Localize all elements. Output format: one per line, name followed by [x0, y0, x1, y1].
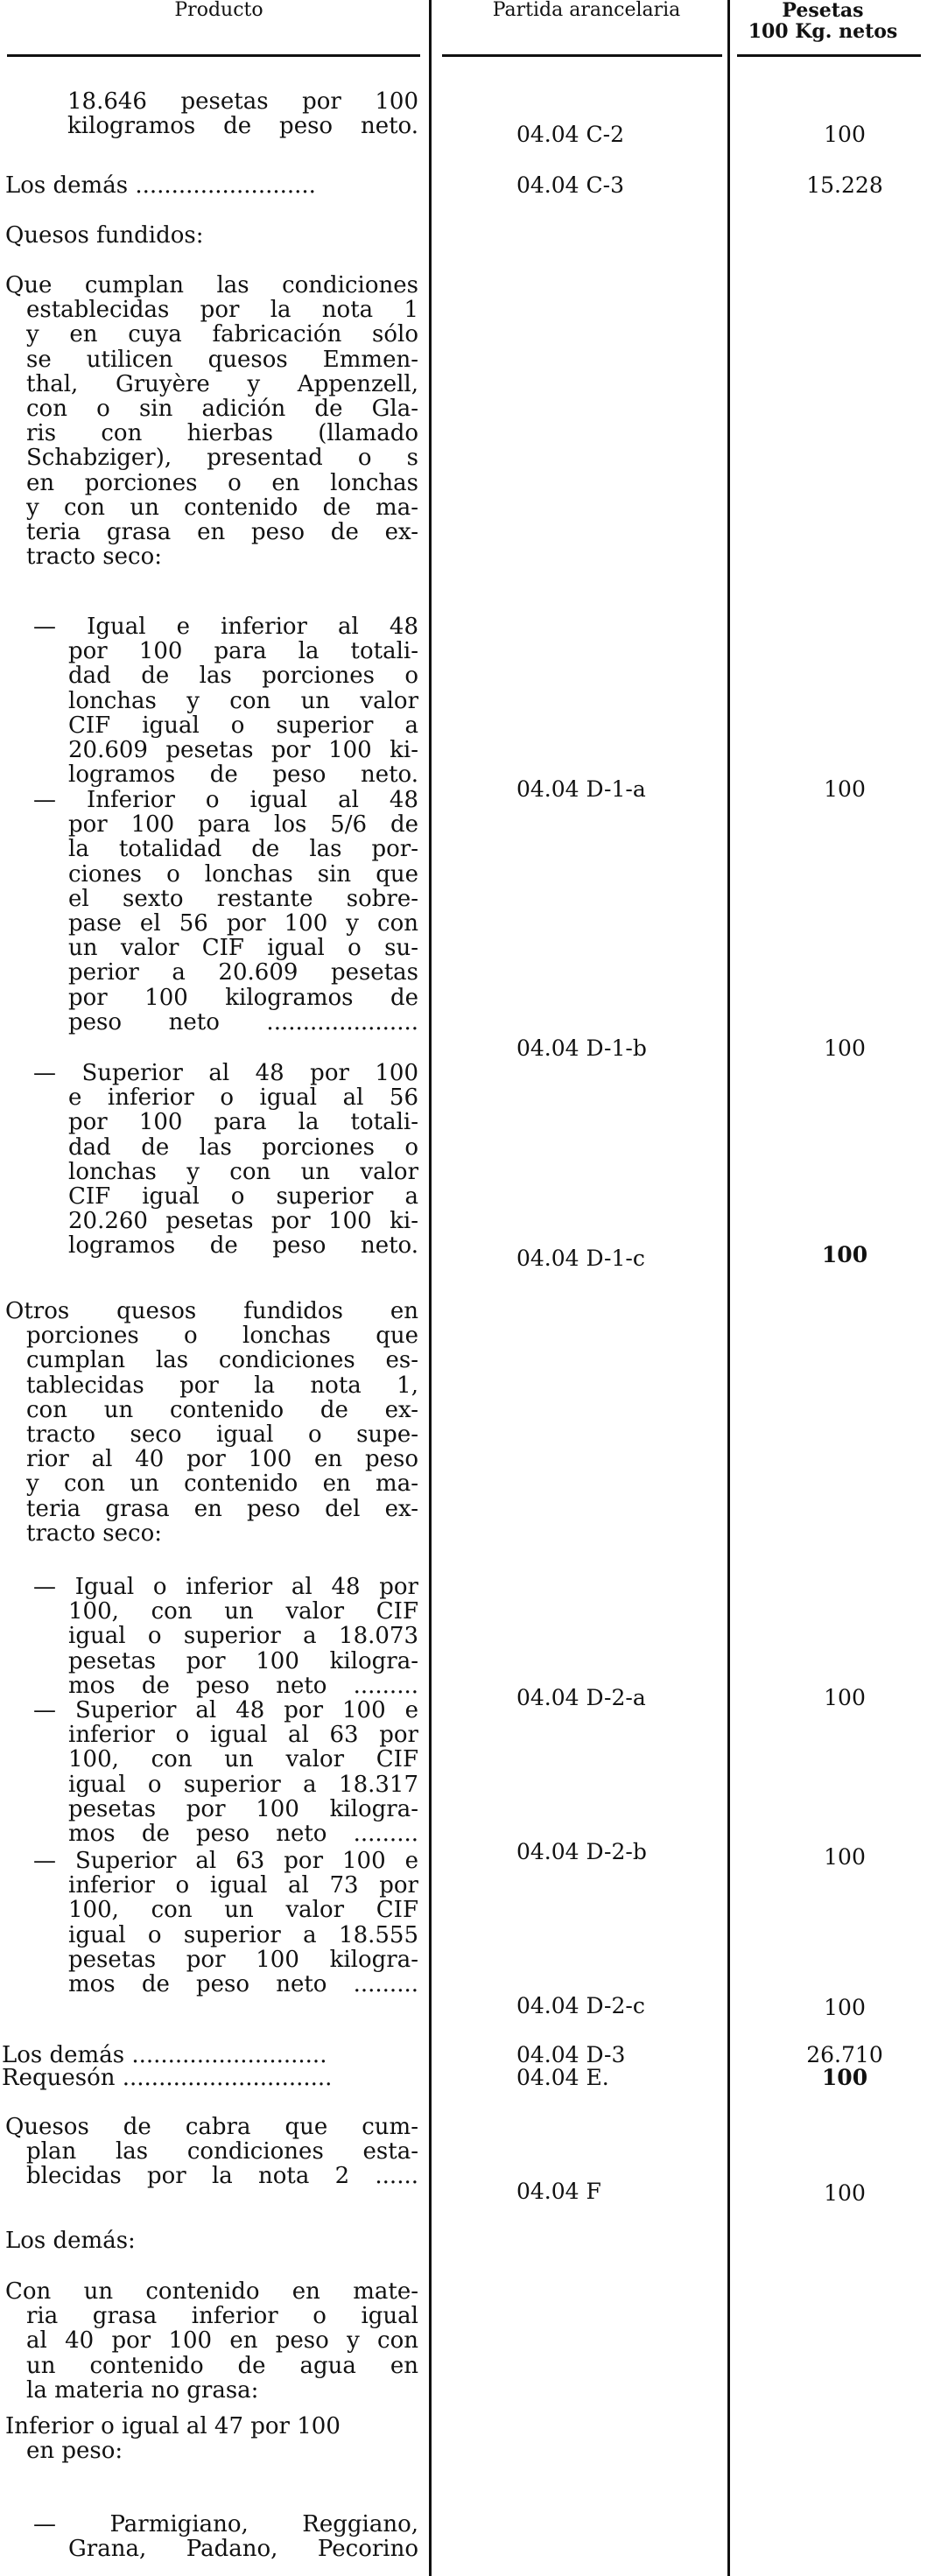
- row-r5-value: 100: [824, 776, 866, 802]
- row-r10-text: — Superior al 48 por 100 e inferior o igual al 63 por 100, con un valor CIF igual o superior a 18.317 pesetas por 100 kilogra- mos de peso neto .........: [33, 1697, 418, 1848]
- row-r11-text: — Superior al 63 por 100 e inferior o igual al 73 por 100, con un valor CIF igual o superior a 18.555 pesetas por 100 kilogra- mos de peso neto .........: [33, 1848, 418, 1998]
- row-r5-text: — Igual e inferior al 48 por 100 para la totali- dad de las porciones o lonchas y con un valor CIF igual o superior a 20.609 pesetas por 100 ki- logramos de peso neto.: [33, 614, 418, 789]
- header-rule-2: [442, 54, 722, 57]
- row-r12-value: 26.710: [806, 2042, 883, 2067]
- header-partida-arancelaria: Partida arancelaria: [492, 0, 681, 21]
- row-r14-value: 100: [824, 2180, 866, 2206]
- row-r13-text: Requesón .............................: [2, 2065, 333, 2091]
- row-r5-code: 04.04 D-1-a: [516, 776, 646, 802]
- row-r1-code: 04.04 C-2: [516, 122, 624, 147]
- row-r9-text: — Igual o inferior al 48 por 100, con un valor CIF igual o superior a 18.073 pesetas por 100 kilogra- mos de peso neto .........: [33, 1574, 418, 1699]
- header-producto: Producto: [174, 0, 263, 21]
- row-r2-text: Los demás .........................: [5, 172, 316, 199]
- row-r11-code: 04.04 D-2-c: [516, 1993, 645, 2018]
- row-r12-code: 04.04 D-3: [516, 2042, 626, 2067]
- row-r14-code: 04.04 F: [516, 2179, 601, 2204]
- row-r13-value: 100: [821, 2065, 868, 2090]
- header-pesetas: Pesetas: [782, 0, 864, 22]
- row-r6-code: 04.04 D-1-b: [516, 1035, 647, 1061]
- row-r13-code: 04.04 E.: [516, 2065, 609, 2090]
- row-r4-text: Que cumplan las condiciones establecidas por la nota 1 y en cuya fabricación sólo se utilicen quesos Emmen- thal, Gruyère y Appenzell, con o sin adición de Gla- ris con hierbas (llamado Schabziger), presentad o s en porciones o en lonchas y con un contenido de ma- teria grasa en peso de ex- tracto seco:: [5, 272, 418, 571]
- row-r7-code: 04.04 D-1-c: [516, 1246, 645, 1271]
- row-r7-value: 100: [821, 1242, 868, 1267]
- row-r18-text: — Parmigiano, Reggiano, Grana, Padano, Pecorino: [33, 2511, 418, 2563]
- row-r6-value: 100: [824, 1035, 866, 1061]
- row-r8-text: Otros quesos fundidos en porciones o lonchas que cumplan las condiciones es- tablecidas por la nota 1, con un contenido de ex- tracto seco igual o supe- rior al 40 por 100 en peso y con un contenido en ma- teria grasa en peso del ex- tracto seco:: [5, 1298, 418, 1547]
- column-divider-2: [727, 0, 730, 2576]
- row-r15-text: Los demás:: [5, 2228, 136, 2254]
- row-r9-code: 04.04 D-2-a: [516, 1685, 646, 1710]
- row-r1-value: 100: [824, 122, 866, 147]
- row-r2-code: 04.04 C-3: [516, 172, 624, 198]
- row-r6-text: — Inferior o igual al 48 por 100 para los 5/6 de la totalidad de las por- ciones o lonchas sin que el sexto restante sobre- pase el 56 por 100 y con un valor CIF igual o su- perior a 20.609 pesetas por 100 kilogramos de peso neto .....................: [33, 787, 418, 1035]
- row-r11-value: 100: [824, 1995, 866, 2020]
- row-r17-text: Inferior o igual al 47 por 100 en peso:: [5, 2413, 341, 2465]
- row-r14-text: Quesos de cabra que cum- plan las condiciones esta- blecidas por la nota 2 ......: [5, 2114, 418, 2190]
- row-r10-code: 04.04 D-2-b: [516, 1839, 647, 1864]
- row-r12-text: Los demás ...........................: [2, 2042, 327, 2068]
- row-r1-text: 18.646 pesetas por 100 kilogramos de peso neto.: [67, 88, 418, 140]
- row-r2-value: 15.228: [806, 172, 883, 198]
- row-r9-value: 100: [824, 1685, 866, 1710]
- header-rule-3: [737, 54, 921, 57]
- row-r16-text: Con un contenido en mate- ria grasa inferior o igual al 40 por 100 en peso y con un contenido de agua en la materia no grasa:: [5, 2278, 418, 2404]
- header-rule-1: [7, 54, 420, 57]
- column-divider-1: [429, 0, 432, 2576]
- row-r10-value: 100: [824, 1844, 866, 1870]
- row-r3-text: Quesos fundidos:: [5, 222, 204, 249]
- header-100-kg-netos: 100 Kg. netos: [748, 20, 898, 43]
- row-r7-text: — Superior al 48 por 100 e inferior o igual al 56 por 100 para la totali- dad de las porciones o lonchas y con un valor CIF igual o superior a 20.260 pesetas por 100 ki- logramos de peso neto.: [33, 1060, 418, 1260]
